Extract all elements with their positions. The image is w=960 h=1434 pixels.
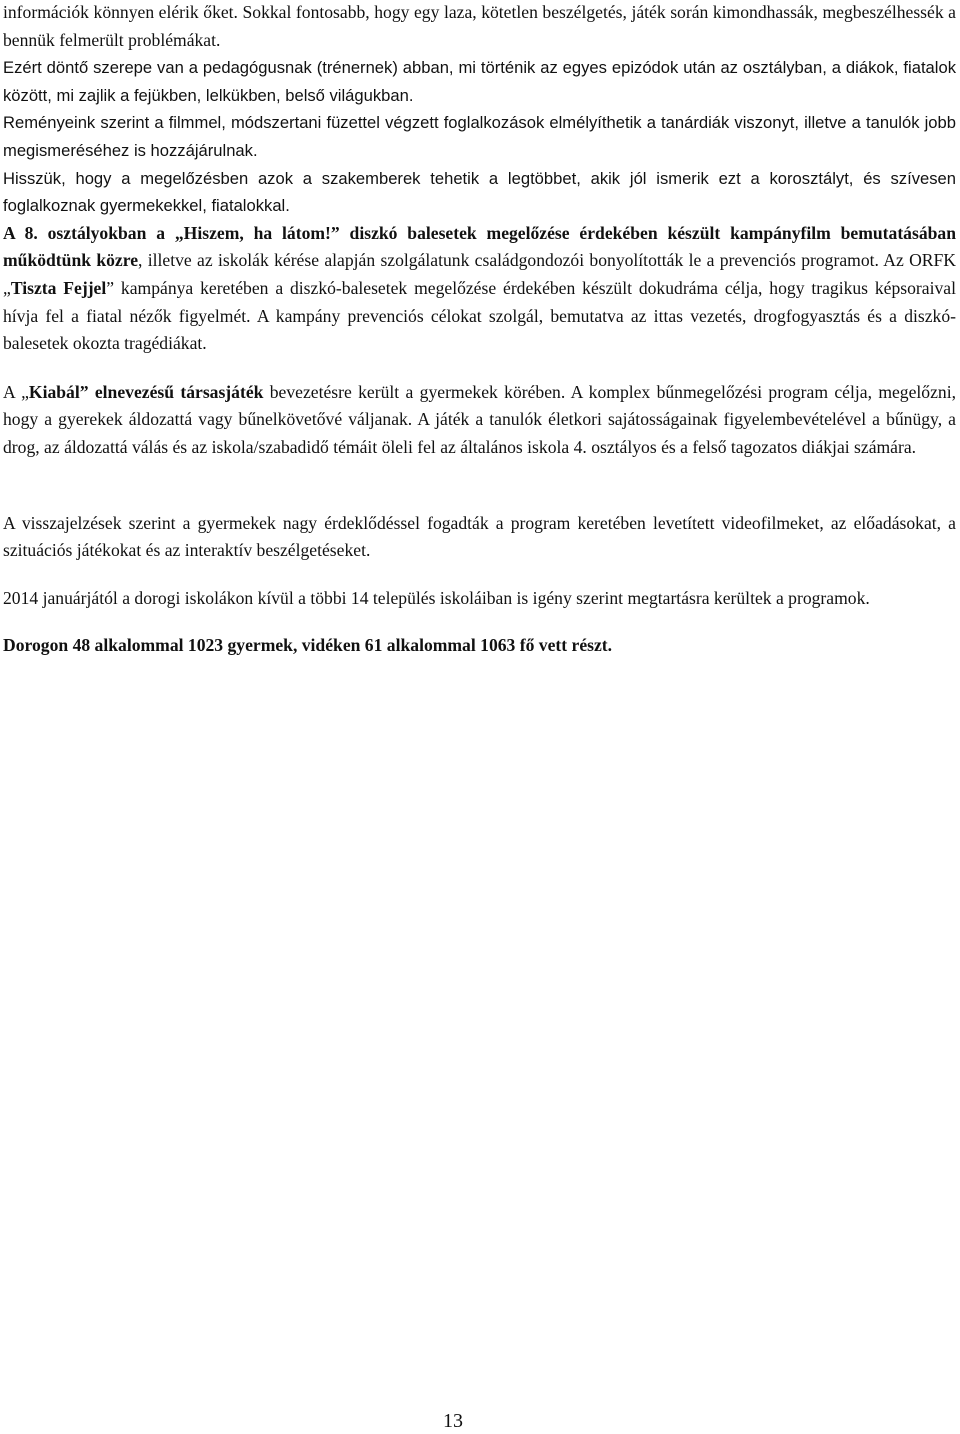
campaign-description-text: ” kampánya keretében a diszkó-balesetek megelőzése érdekében készült dokudráma célja, hogy tragikus képsoraival hívja fel a fiatal nézők figyelmét. A kampány prevenciós célokat szolgál, bemutatva az ittas vezetés, drogfogyasztás és a diszkó-balesetek okozta tragédiákat. bbox=[3, 277, 956, 354]
board-game-description: bevezetésre került a gyermekek körében. A komplex bűnmegelőzési program célja, megelőzni, hogy a gyerekek áldozattá vagy bűnelkövetővé váljanak. A játék a tanulók életkori sajátosságainak figyelembevételével a bűnügy, a drog, az áldozattá válás és az iskola/szabadidő témáit öleli fel az általános iskola 4. osztályos és a felső tagozatos diákjai számára. bbox=[3, 381, 956, 457]
paragraph-prevention-experts: Hisszük, hogy a megelőzésben azok a szakemberek tehetik a legtöbbet, akik jól ismerik ezt a korosztályt, és szívesen foglalkoznak gyermekekkel, fiatalokkal. bbox=[3, 168, 956, 216]
campaign-film-bold: A 8. osztályokban a „Hiszem, ha látom!” diszkó balesetek megelőzése érdekében készült kampányfilm bemutatásában működtünk közre bbox=[3, 222, 956, 271]
document-page bbox=[3, 0, 956, 660]
paragraph-statistics bbox=[3, 632, 956, 660]
board-game-lead: A „ bbox=[3, 381, 29, 402]
paragraph-hopes: Reményeink szerint a filmmel, módszertani füzettel végzett foglalkozások elmélyíthetik a tanárdiák viszonyt, illetve a tanulók jobb megismeréséhez is hozzájárulnak. bbox=[3, 113, 956, 160]
paragraph-intro-continued: információk könnyen elérik őket. Sokkal fontosabb, hogy egy laza, kötetlen beszélgetés, játék során kimondhassák, megbeszélhessék a bennük felmerült problémákat. bbox=[3, 2, 956, 50]
page-number: 13 bbox=[443, 1410, 463, 1432]
paragraph-board-game bbox=[3, 379, 956, 462]
campaign-film-text: , illetve az iskolák kérése alapján szolgálatunk családgondozói bonyolították le a prevenciós programot. Az ORFK „ bbox=[3, 250, 957, 298]
statistics-bold: Dorogon 48 alkalommal 1023 gyermek, vidéken 61 alkalommal 1063 fő vett részt. bbox=[3, 635, 613, 656]
paragraph-pedagogue-role: Ezért döntő szerepe van a pedagógusnak (trénernek) abban, mi történik az egyes epizódok után az osztályban, a diákok, fiatalok között, mi zajlik a fejükben, lelkükben, belső világukban. bbox=[3, 58, 956, 105]
paragraph-feedback: A visszajelzések szerint a gyermekek nagy érdeklődéssel fogadták a program keretében levetített videofilmeket, az előadásokat, a szituációs játékokat és az interaktív beszélgetéseket. bbox=[3, 512, 956, 561]
board-game-name-bold: Kiabál” elnevezésű társasjáték bbox=[28, 381, 264, 402]
campaign-name-bold: Tiszta Fejjel bbox=[10, 277, 107, 298]
paragraph-2014-programs: 2014 januárjától a dorogi iskolákon kívül a többi 14 település iskoláiban is igény szerint megtartásra kerültek a programok. bbox=[3, 587, 870, 608]
paragraph-campaign-film bbox=[3, 220, 956, 358]
